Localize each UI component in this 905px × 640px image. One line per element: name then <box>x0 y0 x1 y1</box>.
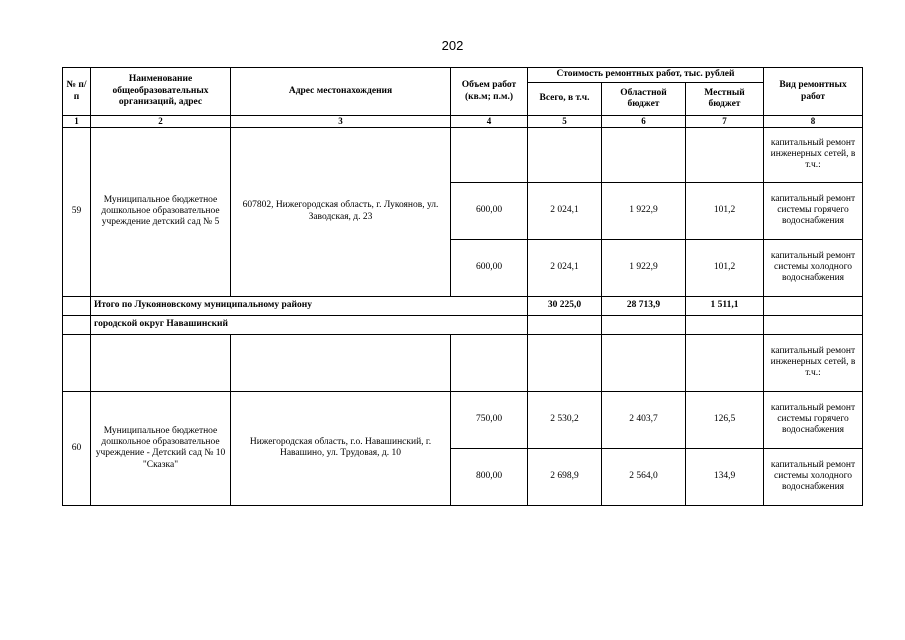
work-type-cell: капитальный ремонт системы холодного водоснабжения <box>764 239 863 296</box>
empty-cell <box>231 334 451 391</box>
volume-cell: 800,00 <box>451 448 528 505</box>
local-budget-cell: 101,2 <box>686 239 764 296</box>
repair-works-table <box>62 67 863 506</box>
header-total: Всего, в т.ч. <box>528 83 602 116</box>
empty-cell <box>63 334 91 391</box>
empty-cell <box>63 315 91 334</box>
column-number: 5 <box>528 116 602 128</box>
total-cost-cell: 2 024,1 <box>528 239 602 296</box>
empty-cell <box>764 315 863 334</box>
regional-budget-cell: 2 564,0 <box>602 448 686 505</box>
header-name: Наименование общеобразовательных организаций, адрес <box>91 68 231 116</box>
local-budget-cell <box>686 127 764 182</box>
local-budget-cell: 101,2 <box>686 182 764 239</box>
work-type-cell: капитальный ремонт системы холодного водоснабжения <box>764 448 863 505</box>
regional-budget-cell <box>602 334 686 391</box>
local-budget-cell <box>686 334 764 391</box>
institution-name: Муниципальное бюджетное дошкольное образовательное учреждение - Детский сад № 10 "Сказка" <box>91 391 231 505</box>
column-number: 7 <box>686 116 764 128</box>
district-heading-row <box>63 315 863 334</box>
header-address: Адрес местонахождения <box>231 68 451 116</box>
institution-name: Муниципальное бюджетное дошкольное образовательное учреждение детский сад № 5 <box>91 127 231 296</box>
total-cost-cell: 2 530,2 <box>528 391 602 448</box>
empty-cell <box>686 315 764 334</box>
column-number: 2 <box>91 116 231 128</box>
total-cost-cell: 2 698,9 <box>528 448 602 505</box>
work-type-cell: капитальный ремонт инженерных сетей, в т.ч.: <box>764 127 863 182</box>
table-row <box>63 127 863 182</box>
volume-cell: 750,00 <box>451 391 528 448</box>
column-number: 8 <box>764 116 863 128</box>
header-local: Местный бюджет <box>686 83 764 116</box>
entry-number: 60 <box>63 391 91 505</box>
regional-budget-cell <box>602 127 686 182</box>
regional-budget-cell: 1 922,9 <box>602 182 686 239</box>
volume-cell: 600,00 <box>451 239 528 296</box>
district-total-local: 1 511,1 <box>686 296 764 315</box>
header-no: № п/п <box>63 68 91 116</box>
total-cost-cell <box>528 334 602 391</box>
regional-budget-cell: 1 922,9 <box>602 239 686 296</box>
header-regional: Областной бюджет <box>602 83 686 116</box>
district-total-regional: 28 713,9 <box>602 296 686 315</box>
table-row <box>63 334 863 391</box>
institution-address: Нижегородская область, г.о. Навашинский, г. Навашино, ул. Трудовая, д. 10 <box>231 391 451 505</box>
empty-cell <box>63 296 91 315</box>
column-numbers-row <box>63 116 863 128</box>
column-number: 3 <box>231 116 451 128</box>
district-heading: городской округ Навашинский <box>91 315 528 334</box>
empty-cell <box>91 334 231 391</box>
table-row <box>63 391 863 448</box>
local-budget-cell: 134,9 <box>686 448 764 505</box>
header-volume: Объем работ (кв.м; п.м.) <box>451 68 528 116</box>
district-total-label: Итого по Лукояновскому муниципальному району <box>91 296 528 315</box>
page-number: 202 <box>441 38 464 53</box>
volume-cell <box>451 334 528 391</box>
work-type-cell: капитальный ремонт системы горячего водоснабжения <box>764 182 863 239</box>
work-type-cell: капитальный ремонт системы горячего водоснабжения <box>764 391 863 448</box>
column-number: 1 <box>63 116 91 128</box>
total-cost-cell: 2 024,1 <box>528 182 602 239</box>
header-cost-group: Стоимость ремонтных работ, тыс. рублей <box>528 68 764 83</box>
district-total-cost: 30 225,0 <box>528 296 602 315</box>
empty-cell <box>764 296 863 315</box>
institution-address: 607802, Нижегородская область, г. Лукоянов, ул. Заводская, д. 23 <box>231 127 451 296</box>
empty-cell <box>528 315 602 334</box>
empty-cell <box>602 315 686 334</box>
volume-cell: 600,00 <box>451 182 528 239</box>
work-type-cell: капитальный ремонт инженерных сетей, в т.ч.: <box>764 334 863 391</box>
local-budget-cell: 126,5 <box>686 391 764 448</box>
column-number: 6 <box>602 116 686 128</box>
total-cost-cell <box>528 127 602 182</box>
volume-cell <box>451 127 528 182</box>
header-work-type: Вид ремонтных работ <box>764 68 863 116</box>
entry-number: 59 <box>63 127 91 296</box>
district-total-row <box>63 296 863 315</box>
column-number: 4 <box>451 116 528 128</box>
regional-budget-cell: 2 403,7 <box>602 391 686 448</box>
